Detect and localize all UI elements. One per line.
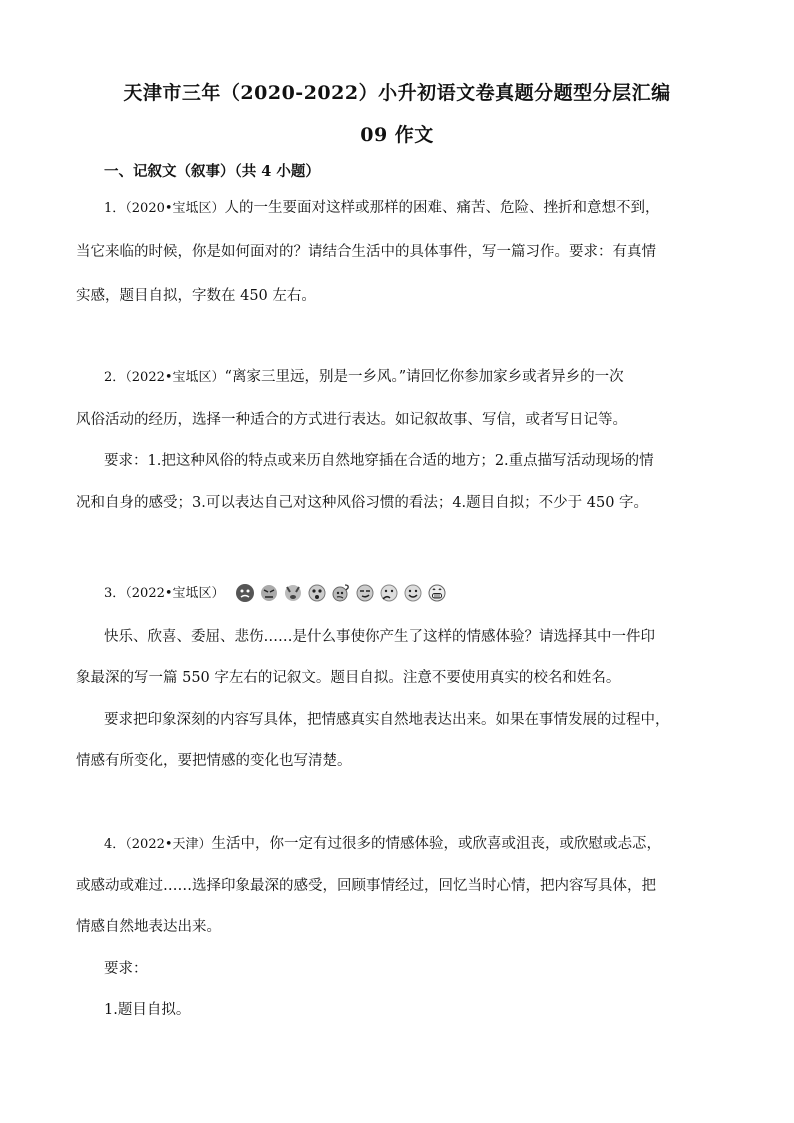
question-3-line-4: 要求把印象深刻的内容写具体，把情感真实自然地表达出来。如果在事情发展的过程中， [104,712,670,728]
question-4-text: 生活中，你一定有过很多的情感体验，或欣喜或沮丧，或欣慰或忐忑， [211,836,662,852]
angry-face-icon [259,583,279,603]
question-2-source: （2022•宝坻区） [125,370,225,385]
question-2-line-1 [104,367,754,388]
document-title: 天津市三年（2020-2022）小升初语文卷真题分题型分层汇编 [123,82,671,104]
question-3-line-5: 情感有所变化，要把情感的变化也写清楚。 [76,753,352,769]
section-heading: 一、记叙文（叙事）（共 4 小题） [104,163,320,180]
question-4-number: 4． [104,837,126,852]
question-2-line-2: 风俗活动的经历，选择一种适合的方式进行表达。如记叙故事、写信，或者写日记等。 [76,412,627,428]
question-2-number: 2． [104,370,126,385]
surprised-face-icon [307,583,327,603]
grin-face-icon [427,583,447,603]
crying-face-icon [283,583,303,603]
question-1-source: （2020•宝坻区） [125,201,225,216]
question-4-line-4: 要求： [104,961,148,977]
thinking-face-icon [379,583,399,603]
question-3-line-2: 快乐、欣喜、委屈、悲伤……是什么事使你产生了这样的情感体验？请选择其中一件印 [104,629,655,645]
question-3-line-1 [104,583,754,604]
question-3-number: 3． [104,586,126,601]
question-2-line-3: 要求：1.把这种风俗的特点或来历自然地穿插在合适的地方；2.重点描写活动现场的情 [104,453,654,469]
question-4-source: （2022•天津） [125,837,212,852]
question-2-line-4: 况和自身的感受；3.可以表达自己对这种风俗习惯的看法；4.题目自拟；不少于 450 字。 [76,495,649,511]
smirk-face-icon [355,583,375,603]
question-3-source: （2022•宝坻区） [125,586,225,601]
confused-face-icon [331,583,351,603]
question-1-line-3: 实感，题目自拟，字数在 450 左右。 [76,288,316,304]
smile-face-icon [403,583,423,603]
question-3-line-3: 象最深的写一篇 550 字左右的记叙文。题目自拟。注意不要使用真实的校名和姓名。 [76,670,621,686]
emoji-row [235,583,447,603]
question-1-line-1 [104,198,754,219]
question-1-line-2: 当它来临的时候，你是如何面对的？请结合生活中的具体事件，写一篇习作。要求：有真情 [76,244,656,260]
question-4-line-5: 1.题目自拟。 [104,1002,191,1018]
question-1-text: 人的一生要面对这样或那样的困难、痛苦、危险、挫折和意想不到， [224,200,660,216]
document-subtitle: 09 作文 [360,124,434,146]
question-2-text: “离家三里远，别是一乡风。”请回忆你参加家乡或者异乡的一次 [224,369,624,385]
sad-face-icon [235,583,255,603]
question-1-number: 1． [104,201,126,216]
question-4-line-1 [104,834,754,855]
question-4-line-3: 情感自然地表达出来。 [76,919,221,935]
question-4-line-2: 或感动或难过……选择印象最深的感受，回顾事情经过，回忆当时心情，把内容写具体，把 [76,878,656,894]
